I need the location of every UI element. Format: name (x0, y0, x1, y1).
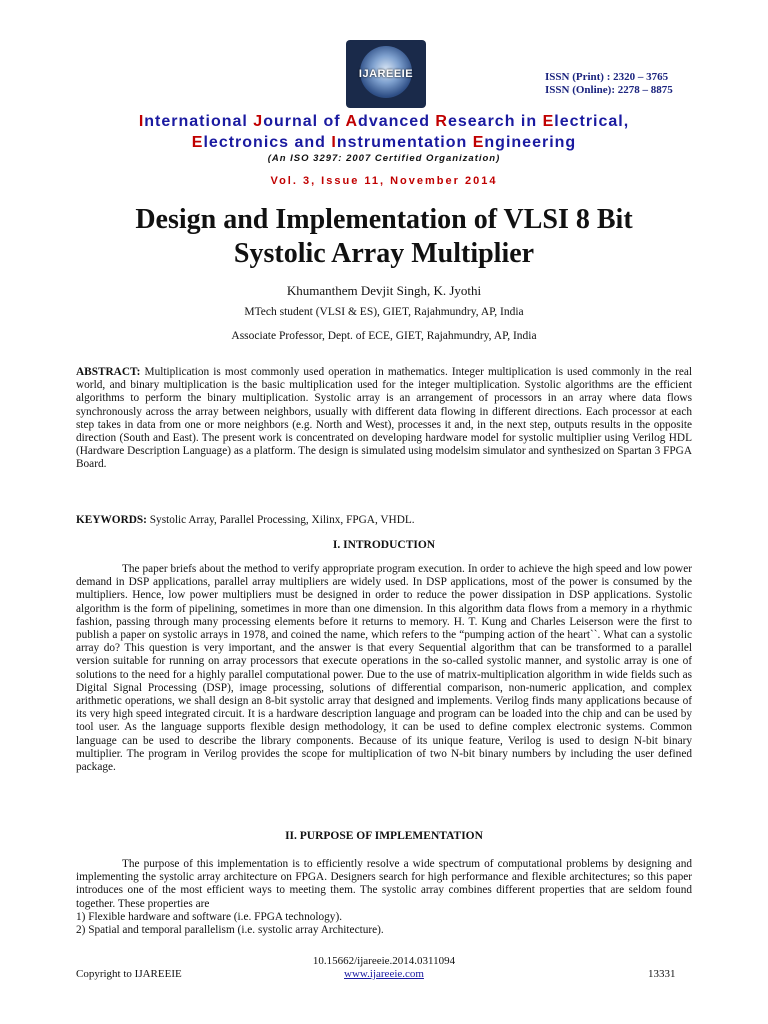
cap-letter: A (345, 113, 359, 130)
copyright: Copyright to IJAREEIE (76, 968, 182, 980)
cap-letter: I (331, 134, 337, 151)
purpose-list-item: 1) Flexible hardware and software (i.e. FPGA technology). (76, 910, 343, 923)
purpose-section (76, 858, 692, 937)
page-number: 13331 (648, 968, 676, 980)
abstract-label: ABSTRACT: (76, 366, 141, 378)
journal-word: lectrical, (554, 113, 630, 130)
issn-print: ISSN (Print) : 2320 – 3765 (545, 71, 669, 83)
cap-letter: E (542, 113, 555, 130)
abstract (76, 366, 692, 472)
cap-letter: R (435, 113, 448, 130)
affiliation-1: MTech student (VLSI & ES), GIET, Rajahmundry, AP, India (244, 306, 524, 318)
title-line1: Design and Implementation of VLSI 8 Bit (135, 204, 633, 235)
title-line2: Systolic Array Multiplier (233, 238, 535, 269)
affiliation-2: Associate Professor, Dept. of ECE, GIET, Rajahmundry, AP, India (231, 330, 537, 342)
cap-letter: E (472, 134, 485, 151)
paper-authors: Khumanthem Devjit Singh, K. Jyothi (286, 283, 482, 298)
cap-letter: E (191, 134, 204, 151)
keywords (76, 514, 692, 527)
journal-name-line2 (0, 134, 768, 152)
volume-issue: Vol. 3, Issue 11, November 2014 (270, 175, 498, 187)
cap-letter: J (253, 113, 264, 130)
purpose-list-item: 2) Spatial and temporal parallelism (i.e. systolic array Architecture). (76, 924, 384, 937)
introduction-text: The paper briefs about the method to verify appropriate program execution. In order to achieve the high speed and low power demand in DSP applications, parallel array multipliers are widely used. In DSP applications, most of the power is consumed by the multipliers. Hence, low power multipliers must be designed in order to reduce the power dissipation in DSP applications. Systolic algorithm is the form of pipelining, sometimes in more than one dimension. In this algorithm data flows from a memory in a rhythmic fashion, passing through many processing elements before it returns to memory. H. T. Kung and Charles Leiserson were the first to publish a paper on systolic arrays in 1978, and coined the name, which refers to the “pumping action of the heart``. What can a systolic array do? This question is very important, and the answer is that every Sequential algorithm that can be transformed to a parallel version suitable for running on array processors that execute operations in the so-called systolic manner, and systolic array is one of solutions to the need for a highly parallel computational power. Due to the use of matrix-multiplication algorithm in wide fields such as Digital Signal Processing (DSP), image processing, solutions of differential comparison, non-numeric application, and complex arithmetic operations, we shall design an 8-bit systolic array that designed and implements. Verilog finds many applications because of its very high speed integrated circuit. It is a hardware description language and program can be loaded into the chip and can be used by tool user. As the language supports flexible design methodology, it can be used to define complex electronic systems. Common language can be used to describe the library components. Because of its unique feature, Verilog is used to design N-bit binary multiplier. The program in Verilog provides the scope for multiplication of two N-bit binary numbers by including the user defined package. (76, 563, 692, 774)
cap-letter: I (138, 113, 145, 130)
journal-word: ngineering (484, 134, 577, 151)
journal-logo (346, 40, 426, 108)
journal-word: nstrumentation (336, 134, 473, 151)
journal-word: esearch in (447, 113, 543, 130)
doi: 10.15662/ijareeie.2014.0311094 (312, 955, 456, 967)
journal-word: lectronics and (203, 134, 332, 151)
journal-word: ournal of (263, 113, 346, 130)
journal-word: dvanced (358, 113, 436, 130)
abstract-text: Multiplication is most commonly used operation in mathematics. Integer multiplication is used commonly in the real world, and binary multiplication is the basic multiplication used for the integer multiplication. Systolic algorithms are the efficient algorithms to perform the binary multiplication. Systolic array is an arrangement of processors in an array where data flows synchronously across the array between neighbors, usually with different data flowing in different directions. Each processor at each step takes in data from one or more neighbors (e.g. North and West), processes it and, in the next step, outputs results in the opposite direction (South and East). The present work is concentrated on developing hardware model for systolic multiplier using Verilog HDL (Hardware Description Language) as a platform. The design is simulated using modelsim simulator and synthesized on Spartan 3 FPGA Board. (76, 366, 692, 471)
iso-certification: (An ISO 3297: 2007 Certified Organization) (267, 153, 501, 164)
journal-name-line1 (0, 113, 768, 131)
website-link[interactable]: www.ijareeie.com (344, 968, 424, 980)
keywords-label: KEYWORDS: (76, 514, 147, 526)
keywords-text: Systolic Array, Parallel Processing, Xilinx, FPGA, VHDL. (146, 514, 415, 526)
issn-online: ISSN (Online): 2278 – 8875 (545, 84, 673, 96)
journal-word: nternational (144, 113, 254, 130)
logo-text: IJAREEIE (358, 68, 414, 80)
purpose-text: The purpose of this implementation is to efficiently resolve a wide spectrum of computational problems by designing and implementing the systolic array architecture on FPGA. Designers search for high performance and flexible architectures; so this paper introduces one of the most efficient ways to meeting them. The systolic array combines different properties that are seldom found together. These properties are (76, 858, 692, 910)
section-heading-purpose: II. PURPOSE OF IMPLEMENTATION (285, 830, 483, 842)
section-heading-introduction: I. INTRODUCTION (332, 539, 436, 551)
paper-title (0, 203, 768, 271)
issn-block (545, 71, 673, 97)
